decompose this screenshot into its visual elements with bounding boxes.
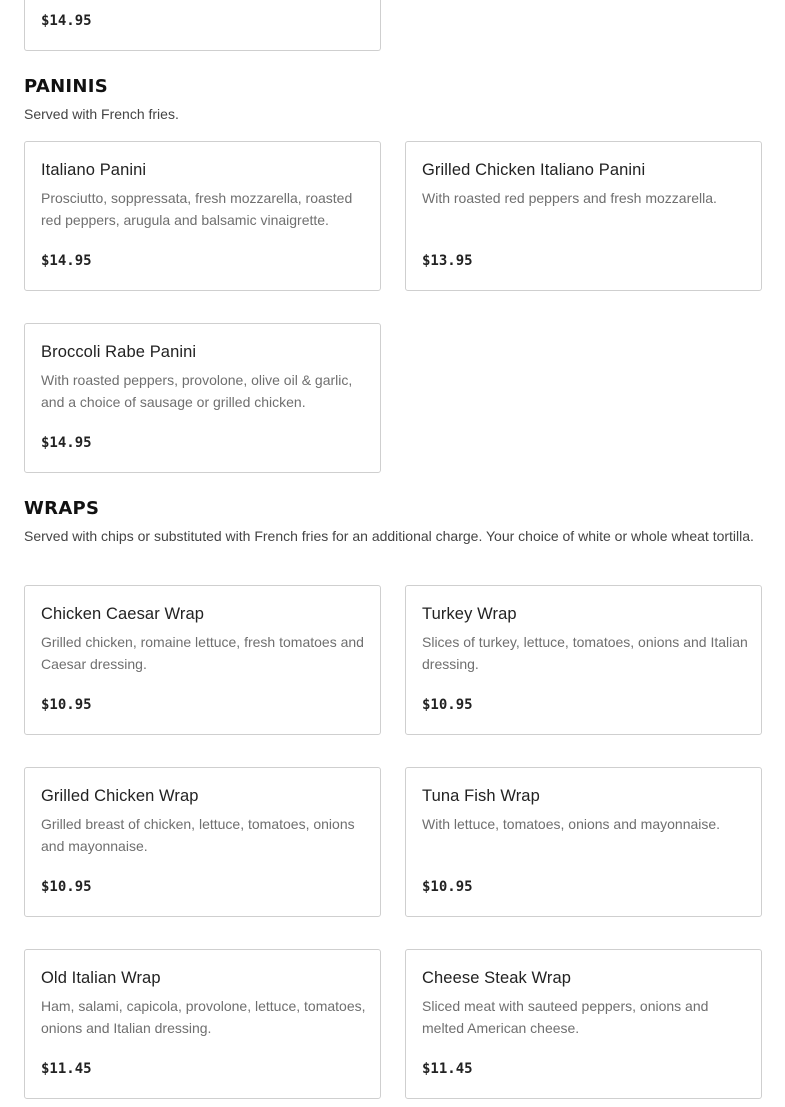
menu-item-description: Grilled chicken, romaine lettuce, fresh tomatoes and Caesar dressing. [41, 634, 364, 672]
menu-item-card[interactable] [24, 0, 381, 51]
menu-item-price: $10.95 [422, 879, 473, 895]
section-description-paninis: Served with French fries. [24, 106, 179, 122]
menu-item-name: Old Italian Wrap [41, 969, 161, 987]
menu-item-price: $10.95 [41, 879, 92, 895]
menu-item-price: $11.45 [41, 1061, 92, 1077]
menu-item-description: With lettuce, tomatoes, onions and mayonnaise. [422, 816, 721, 832]
menu-item-description: Ham, salami, capicola, provolone, lettuce, tomatoes, onions and Italian dressing. [41, 998, 366, 1036]
menu-item-card[interactable] [24, 585, 381, 735]
menu-item-price: $14.95 [41, 253, 92, 269]
menu-item-price: $14.95 [41, 13, 92, 29]
menu-item-name: Cheese Steak Wrap [422, 969, 572, 987]
menu-item-name: Broccoli Rabe Panini [41, 343, 197, 361]
menu-item-name: Chicken Caesar Wrap [41, 605, 204, 623]
menu-item-description: Sliced meat with sauteed peppers, onions and melted American cheese. [422, 998, 709, 1036]
menu-item-card[interactable] [405, 585, 762, 735]
menu-item-price: $13.95 [422, 253, 473, 269]
menu-item-card[interactable] [24, 949, 381, 1099]
menu-item-price: $10.95 [41, 697, 92, 713]
menu-item-price: $11.45 [422, 1061, 473, 1077]
menu-item-card[interactable] [24, 767, 381, 917]
menu-item-name: Grilled Chicken Wrap [41, 787, 199, 805]
menu-item-description: Slices of turkey, lettuce, tomatoes, onions and Italian dressing. [422, 634, 748, 672]
menu-item-name: Italiano Panini [41, 161, 147, 179]
menu-item-name: Turkey Wrap [422, 605, 517, 623]
menu-item-price: $14.95 [41, 435, 92, 451]
menu-item-card[interactable] [405, 141, 762, 291]
menu-item-description: Prosciutto, soppressata, fresh mozzarella, roasted red peppers, arugula and balsamic vinaigrette. [41, 190, 353, 228]
menu-item-card[interactable] [24, 141, 381, 291]
menu-item-price: $10.95 [422, 697, 473, 713]
menu-item-description: With roasted red peppers and fresh mozzarella. [422, 190, 717, 206]
menu-item-description: With roasted peppers, provolone, olive oil & garlic, and a choice of sausage or grilled chicken. [41, 372, 353, 410]
menu-item-name: Grilled Chicken Italiano Panini [422, 161, 646, 179]
menu-item-card[interactable] [405, 767, 762, 917]
menu-item-description: Grilled breast of chicken, lettuce, tomatoes, onions and mayonnaise. [41, 816, 355, 854]
section-title-paninis: PANINIS [24, 76, 109, 97]
section-title-wraps: WRAPS [24, 498, 100, 519]
menu-item-name: Tuna Fish Wrap [422, 787, 540, 805]
menu-item-card[interactable] [405, 949, 762, 1099]
section-description-wraps: Served with chips or substituted with French fries for an additional charge. Your choice of white or whole wheat tortilla. [24, 528, 754, 544]
menu-item-card[interactable] [24, 323, 381, 473]
